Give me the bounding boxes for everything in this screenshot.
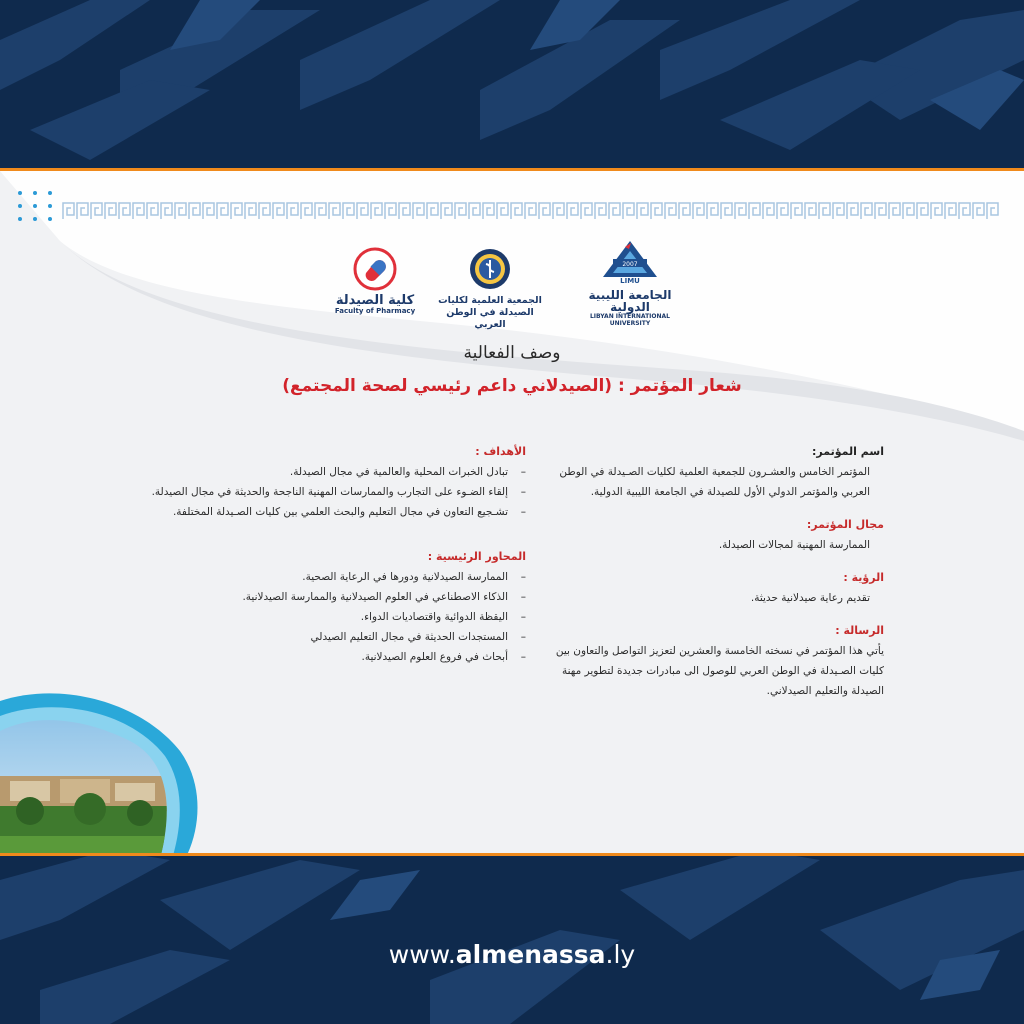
objectives-heading: الأهداف :	[475, 445, 526, 458]
limu-emblem-icon	[595, 237, 665, 285]
pharmacy-faculty-logo	[330, 247, 420, 315]
logos-row	[330, 247, 710, 330]
vision-heading: الرؤية :	[843, 571, 884, 584]
list-item: – الذكاء الاصطناعي في العلوم الصيدلانية والممارسة الصيدلانية.	[138, 587, 526, 607]
society-seal-icon	[468, 247, 512, 291]
vision-body: تقديم رعاية صيدلانية حديثة.	[750, 592, 870, 604]
list-item: – تشـجيع التعاون في مجال التعليم والبحث العلمي بين كليات الصـيدلة المختلفة.	[138, 502, 526, 522]
main-axes-section	[138, 550, 526, 667]
list-item: – الممارسة الصيدلانية ودورها في الرعاية الصحية.	[138, 567, 526, 587]
arab-pharmacy-society-logo	[430, 247, 550, 331]
mission-section	[548, 624, 884, 701]
conference-field-section	[548, 518, 884, 555]
mission-heading: الرسالة :	[835, 624, 884, 637]
list-item: – المستجدات الحديثة في مجال التعليم الصيدلي	[138, 627, 526, 647]
limu-badge: LIMU	[620, 277, 640, 285]
conference-field-heading: مجال المؤتمر:	[806, 518, 884, 531]
list-item: – اليقظة الدوائية واقتصاديات الدواء.	[138, 607, 526, 627]
page-title: وصف الفعالية	[463, 343, 561, 363]
conference-field-body: الممارسة المهنية لمجالات الصيدلة.	[718, 539, 870, 551]
pill-icon	[353, 247, 397, 291]
url-prefix: www.	[388, 940, 456, 969]
society-label-line2: الصيدلة في الوطن العربي	[446, 307, 534, 330]
mission-body: يأتي هذا المؤتمر في نسخته الخامسة والعشرين لتعزيز التواصل والتعاون بين كليات الصـيدلة في الوطن العربي للوصول الى مبادرات جديدة لتطوير مهنة الصيدلة والتعليم الصيدلاني.	[555, 645, 884, 697]
objectives-list	[138, 462, 526, 522]
limu-logo	[570, 237, 690, 327]
left-column	[138, 445, 526, 683]
main-axes-heading: المحاور الرئيسية :	[427, 550, 526, 563]
limu-year: 2007	[622, 261, 638, 268]
objectives-section	[138, 445, 526, 522]
main-axes-list	[138, 567, 526, 667]
right-column	[548, 445, 884, 717]
campus-photo	[0, 681, 200, 856]
url-suffix: .ly	[605, 940, 636, 969]
greek-key-border	[62, 201, 1000, 221]
vision-section	[548, 571, 884, 608]
list-item: – أبحاث في فروع العلوم الصيدلانية.	[138, 647, 526, 667]
dots-decoration	[18, 191, 54, 221]
url-domain: almenassa	[455, 940, 606, 969]
list-item: – تبادل الخبرات المحلية والعالمية في مجال الصيدلة.	[138, 462, 526, 482]
list-item: – إلقاء الضـوء على التجارب والممارسات المهنية الناجحة والحديثة في مجال الصيدلة.	[138, 482, 526, 502]
limu-label-ar: الجامعة الليبية الدولية	[588, 288, 672, 314]
content-card	[0, 168, 1024, 856]
website-url[interactable]	[0, 940, 1024, 969]
conference-name-body: المؤتمر الخامس والعشـرون للجمعية العلمية لكليات الصـيدلة في الوطن العربي والمؤتمر الدولي الأول للصيدلة في الجامعة الليبية الدولية.	[559, 466, 870, 498]
society-label-line1: الجمعية العلمية لكليات	[438, 295, 542, 306]
conference-name-section	[548, 445, 884, 502]
conference-name-heading: اسم المؤتمر:	[812, 445, 884, 458]
pharmacy-faculty-label-en: Faculty of Pharmacy	[334, 307, 416, 315]
limu-label-en: LIBYAN INTERNATIONAL UNIVERSITY	[589, 313, 670, 327]
pharmacy-faculty-label-ar: كلية الصيدلة	[335, 293, 415, 308]
conference-slogan: شعار المؤتمر : (الصيدلاني داعم رئيسي لصحة المجتمع)	[282, 376, 742, 396]
